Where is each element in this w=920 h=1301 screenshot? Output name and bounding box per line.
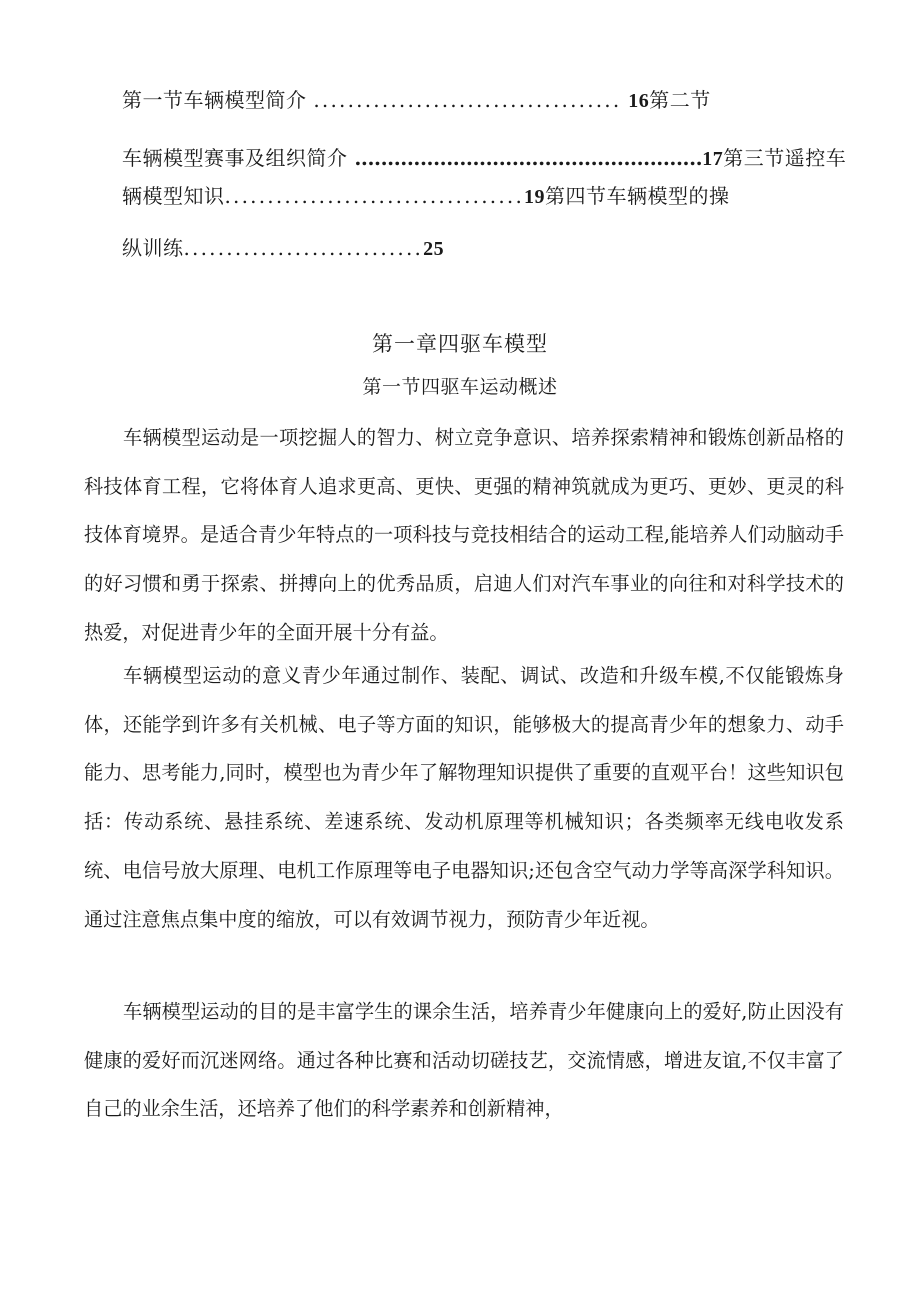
toc-entry-next: 第三节遥控车 (723, 146, 847, 170)
body-paragraph-1: 车辆模型运动是一项挖掘人的智力、树立竞争意识、培养探索精神和锻炼创新品格的科技体育工程，它将体育人追求更高、更快、更强的精神筑就成为更巧、更妙、更灵的科技体育境界。是适合青少年特点的一项科技与竞技相结合的运动工程,能培养人们动脑动手的好习惯和勇于探索、拼搏向上的优秀品质，启迪人们对汽车事业的向往和对科学技术的热爱，对促进青少年的全面开展十分有益。 (84, 426, 844, 644)
toc-leader-dots: ................................... (224, 184, 525, 208)
toc-entry-next: 第二节 (649, 88, 711, 112)
toc-page-number: 25 (423, 238, 445, 260)
toc-entry-4[interactable] (122, 232, 444, 261)
toc-page-number: 16 (628, 90, 650, 112)
toc-entry-title: 车辆模型赛事及组织简介 (122, 146, 348, 170)
toc-entry-title: 辆模型知识 (122, 184, 225, 208)
toc-leader-dots: ..................................................... (354, 146, 703, 170)
body-paragraph-3: 车辆模型运动的目的是丰富学生的课余生活，培养青少年健康向上的爱好,防止因没有健康的爱好而沉迷网络。通过各种比赛和活动切磋技艺，交流情感，增进友谊,不仅丰富了自己的业余生活，还培养了他们的科学素养和创新精神， (84, 1000, 844, 1121)
toc-entry-title: 纵训练 (122, 236, 184, 260)
toc-entry-1[interactable] (122, 84, 711, 113)
toc-leader-dots: ............................ (183, 236, 424, 260)
toc-leader-dots: .................................... (313, 88, 622, 112)
section-title: 第一节四驱车运动概述 (362, 376, 558, 398)
body-paragraph-2: 车辆模型运动的意义青少年通过制作、装配、调试、改造和升级车模,不仅能锻炼身体，还能学到许多有关机械、电子等方面的知识，能够极大的提高青少年的想象力、动手能力、思考能力,同时，模型也为青少年了解物理知识提供了重要的直观平台！这些知识包括：传动系统、悬挂系统、差速系统、发动机原理等机械知识；各类频率无线电收发系统、电信号放大原理、电机工作原理等电子电器知识;还包含空气动力学等高深学科知识。通过注意焦点集中度的缩放，可以有效调节视力，预防青少年近视。 (84, 664, 844, 931)
toc-entry-2[interactable] (122, 142, 846, 171)
toc-page-number: 19 (524, 186, 546, 208)
chapter-title: 第一章四驱车模型 (372, 332, 548, 356)
toc-entry-title: 第一节车辆模型简介 (122, 88, 307, 112)
toc-page-number: 17 (702, 148, 724, 170)
toc-entry-3[interactable] (122, 180, 730, 209)
toc-entry-next: 第四节车辆模型的操 (545, 184, 730, 208)
